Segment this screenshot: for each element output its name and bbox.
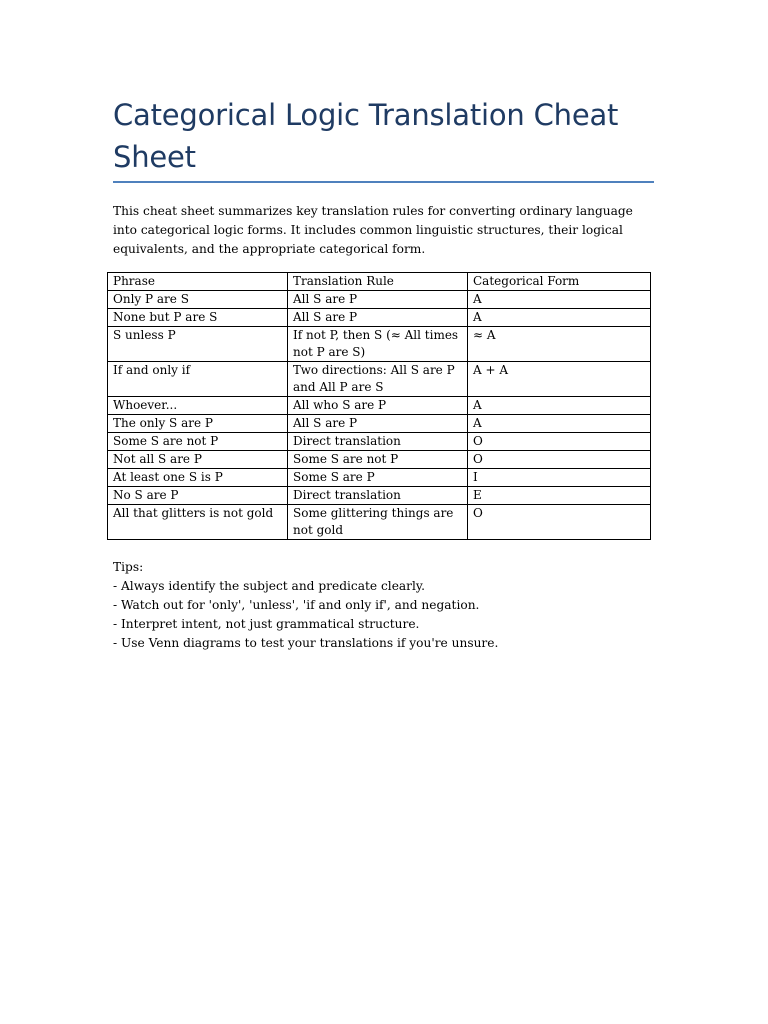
form-cell: O [468,505,651,540]
table-row [108,327,651,362]
form-cell: A [468,291,651,309]
form-cell: O [468,451,651,469]
rule-cell: All S are P [288,415,468,433]
phrase-cell: All that glitters is not gold [108,505,288,540]
rule-cell: All who S are P [288,397,468,415]
intro-paragraph: This cheat sheet summarizes key translation rules for converting ordinary language into categorical logic forms. It includes common linguistic structures, their logical equivalents, and the appropriate categorical form. [113,204,633,256]
phrase-cell: No S are P [108,487,288,505]
form-cell: A [468,415,651,433]
table-row [108,505,651,540]
phrase-cell: Not all S are P [108,451,288,469]
header-translation-rule: Translation Rule [288,273,468,291]
rule-cell: Some S are not P [288,451,468,469]
phrase-cell: Some S are not P [108,433,288,451]
tips-heading: Tips: [113,560,144,574]
form-cell: ≈ A [468,327,651,362]
phrase-cell: Whoever... [108,397,288,415]
form-cell: A [468,397,651,415]
tip-item: - Always identify the subject and predicate clearly. [113,579,426,593]
phrase-cell: The only S are P [108,415,288,433]
phrase-cell: S unless P [108,327,288,362]
table-row [108,433,651,451]
form-cell: E [468,487,651,505]
rule-cell: All S are P [288,309,468,327]
header-phrase: Phrase [108,273,288,291]
tips-section [113,558,648,653]
table-row [108,309,651,327]
table-row [108,415,651,433]
form-cell: A [468,309,651,327]
rule-cell: All S are P [288,291,468,309]
rule-cell: Some S are P [288,469,468,487]
table-row [108,397,651,415]
phrase-cell: None but P are S [108,309,288,327]
rule-cell: If not P, then S (≈ All times not P are S) [288,327,468,362]
form-cell: A + A [468,362,651,397]
table-row [108,291,651,309]
translation-table [107,272,651,540]
rule-cell: Two directions: All S are P and All P are S [288,362,468,397]
table-row [108,362,651,397]
rule-cell: Direct translation [288,487,468,505]
tip-item: - Interpret intent, not just grammatical structure. [113,617,420,631]
rule-cell: Direct translation [288,433,468,451]
table-row [108,487,651,505]
rule-cell: Some glittering things are not gold [288,505,468,540]
table-header-row [108,273,651,291]
form-cell: I [468,469,651,487]
page-title: Categorical Logic Translation Cheat Sheet [113,98,619,174]
tip-item: - Watch out for 'only', 'unless', 'if and only if', and negation. [113,598,480,612]
header-categorical-form: Categorical Form [468,273,651,291]
phrase-cell: At least one S is P [108,469,288,487]
tip-item: - Use Venn diagrams to test your translations if you're unsure. [113,636,499,650]
table-row [108,469,651,487]
title-underline [113,181,654,183]
phrase-cell: Only P are S [108,291,288,309]
form-cell: O [468,433,651,451]
phrase-cell: If and only if [108,362,288,397]
table-row [108,451,651,469]
